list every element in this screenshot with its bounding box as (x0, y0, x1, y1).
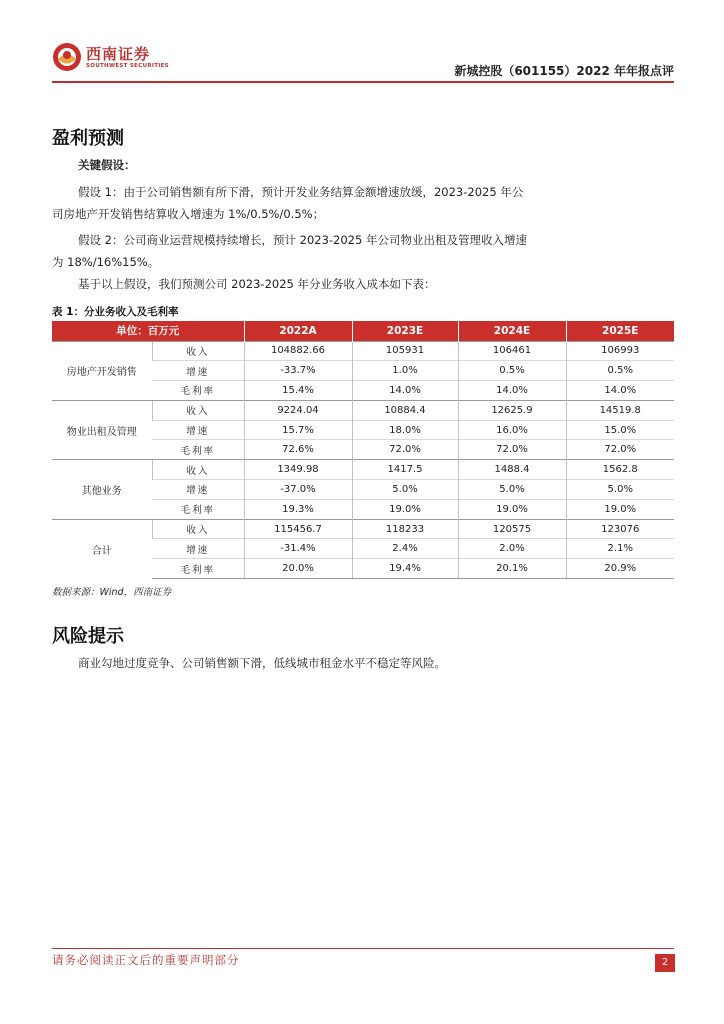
assumption-2-line-2: 为 18%/16%15%。 (52, 255, 160, 269)
metric-label: 毛利率 (152, 381, 244, 401)
value-cell: 106993 (566, 341, 674, 361)
value-cell: 1562.8 (566, 460, 674, 480)
metric-label: 增速 (152, 420, 244, 440)
value-cell: 15.4% (244, 381, 352, 401)
value-cell: 15.0% (566, 420, 674, 440)
key-assumptions-label: 关键假设： (78, 158, 136, 172)
metric-label: 增速 (152, 480, 244, 500)
value-cell: 118233 (352, 519, 458, 539)
table-row (52, 460, 674, 480)
metric-label: 收入 (152, 460, 244, 480)
value-cell: 2.1% (566, 539, 674, 559)
value-cell: 105931 (352, 341, 458, 361)
logo-mark-icon (52, 42, 82, 72)
table-row (52, 519, 674, 539)
value-cell: 18.0% (352, 420, 458, 440)
value-cell: 123076 (566, 519, 674, 539)
value-cell: 106461 (458, 341, 566, 361)
value-cell: 1.0% (352, 361, 458, 381)
metric-label: 收入 (152, 400, 244, 420)
section-title-forecast: 盈利预测 (52, 128, 124, 149)
value-cell: 0.5% (458, 361, 566, 381)
value-cell: 1417.5 (352, 460, 458, 480)
table-header-row (52, 321, 674, 341)
table-title: 表 1：分业务收入及毛利率 (52, 306, 179, 318)
forecast-conclusion: 基于以上假设，我们预测公司 2023-2025 年分业务收入成本如下表： (78, 277, 436, 291)
value-cell: 120575 (458, 519, 566, 539)
metric-label: 增速 (152, 361, 244, 381)
assumption-2 (52, 229, 652, 273)
value-cell: 14519.8 (566, 400, 674, 420)
header-2023e: 2023E (352, 321, 458, 341)
value-cell: 12625.9 (458, 400, 566, 420)
value-cell: 5.0% (352, 480, 458, 500)
value-cell: 72.0% (458, 440, 566, 460)
row-group-label: 房地产开发销售 (52, 341, 152, 400)
value-cell: 19.0% (566, 499, 674, 519)
value-cell: 115456.7 (244, 519, 352, 539)
value-cell: 19.4% (352, 559, 458, 579)
page-header (52, 40, 674, 82)
value-cell: 2.4% (352, 539, 458, 559)
row-group-label: 物业出租及管理 (52, 400, 152, 459)
value-cell: 20.0% (244, 559, 352, 579)
value-cell: 19.0% (458, 499, 566, 519)
page-number: 2 (655, 954, 675, 972)
value-cell: 19.0% (352, 499, 458, 519)
table-row (52, 341, 674, 361)
metric-label: 毛利率 (152, 440, 244, 460)
revenue-margin-table (52, 321, 674, 579)
value-cell: 104882.66 (244, 341, 352, 361)
value-cell: -33.7% (244, 361, 352, 381)
logo-text-cn: 西南证券 (86, 45, 151, 63)
value-cell: 0.5% (566, 361, 674, 381)
footer-disclaimer: 请务必阅读正文后的重要声明部分 (52, 953, 240, 967)
value-cell: 16.0% (458, 420, 566, 440)
metric-label: 毛利率 (152, 499, 244, 519)
value-cell: 20.9% (566, 559, 674, 579)
row-group-label: 其他业务 (52, 460, 152, 519)
table-body (52, 341, 674, 579)
value-cell: 2.0% (458, 539, 566, 559)
value-cell: 5.0% (566, 480, 674, 500)
value-cell: 14.0% (566, 381, 674, 401)
value-cell: 10884.4 (352, 400, 458, 420)
section-title-risk: 风险提示 (52, 626, 124, 647)
value-cell: -31.4% (244, 539, 352, 559)
value-cell: 72.0% (352, 440, 458, 460)
assumption-1-line-2: 司房地产开发销售结算收入增速为 1%/0.5%/0.5%； (52, 207, 325, 221)
value-cell: 14.0% (352, 381, 458, 401)
value-cell: 19.3% (244, 499, 352, 519)
metric-label: 收入 (152, 341, 244, 361)
company-logo (52, 40, 169, 76)
header-divider (52, 81, 674, 83)
value-cell: 20.1% (458, 559, 566, 579)
data-source: 数据来源：Wind，西南证券 (52, 587, 172, 598)
header-2025e: 2025E (566, 321, 674, 341)
value-cell: 1349.98 (244, 460, 352, 480)
metric-label: 毛利率 (152, 559, 244, 579)
value-cell: 9224.04 (244, 400, 352, 420)
value-cell: 14.0% (458, 381, 566, 401)
assumption-1 (52, 181, 652, 225)
report-title: 新城控股（601155）2022 年年报点评 (454, 64, 674, 78)
metric-label: 增速 (152, 539, 244, 559)
row-group-label: 合计 (52, 519, 152, 578)
assumption-2-line-1: 假设 2：公司商业运营规模持续增长，预计 2023-2025 年公司物业出租及管理收入增速 (78, 233, 527, 247)
value-cell: 15.7% (244, 420, 352, 440)
value-cell: -37.0% (244, 480, 352, 500)
header-unit: 单位：百万元 (52, 321, 244, 341)
assumption-1-line-1: 假设 1：由于公司销售额有所下滑，预计开发业务结算金额增速放缓，2023-2025 年公 (78, 185, 524, 199)
logo-text-en: SOUTHWEST SECURITIES (86, 63, 169, 69)
header-2022a: 2022A (244, 321, 352, 341)
value-cell: 1488.4 (458, 460, 566, 480)
value-cell: 5.0% (458, 480, 566, 500)
risk-text: 商业勾地过度竞争、公司销售额下滑，低线城市租金水平不稳定等风险。 (78, 656, 446, 670)
metric-label: 收入 (152, 519, 244, 539)
header-2024e: 2024E (458, 321, 566, 341)
value-cell: 72.0% (566, 440, 674, 460)
table-row (52, 400, 674, 420)
value-cell: 72.6% (244, 440, 352, 460)
footer-divider (52, 948, 674, 949)
